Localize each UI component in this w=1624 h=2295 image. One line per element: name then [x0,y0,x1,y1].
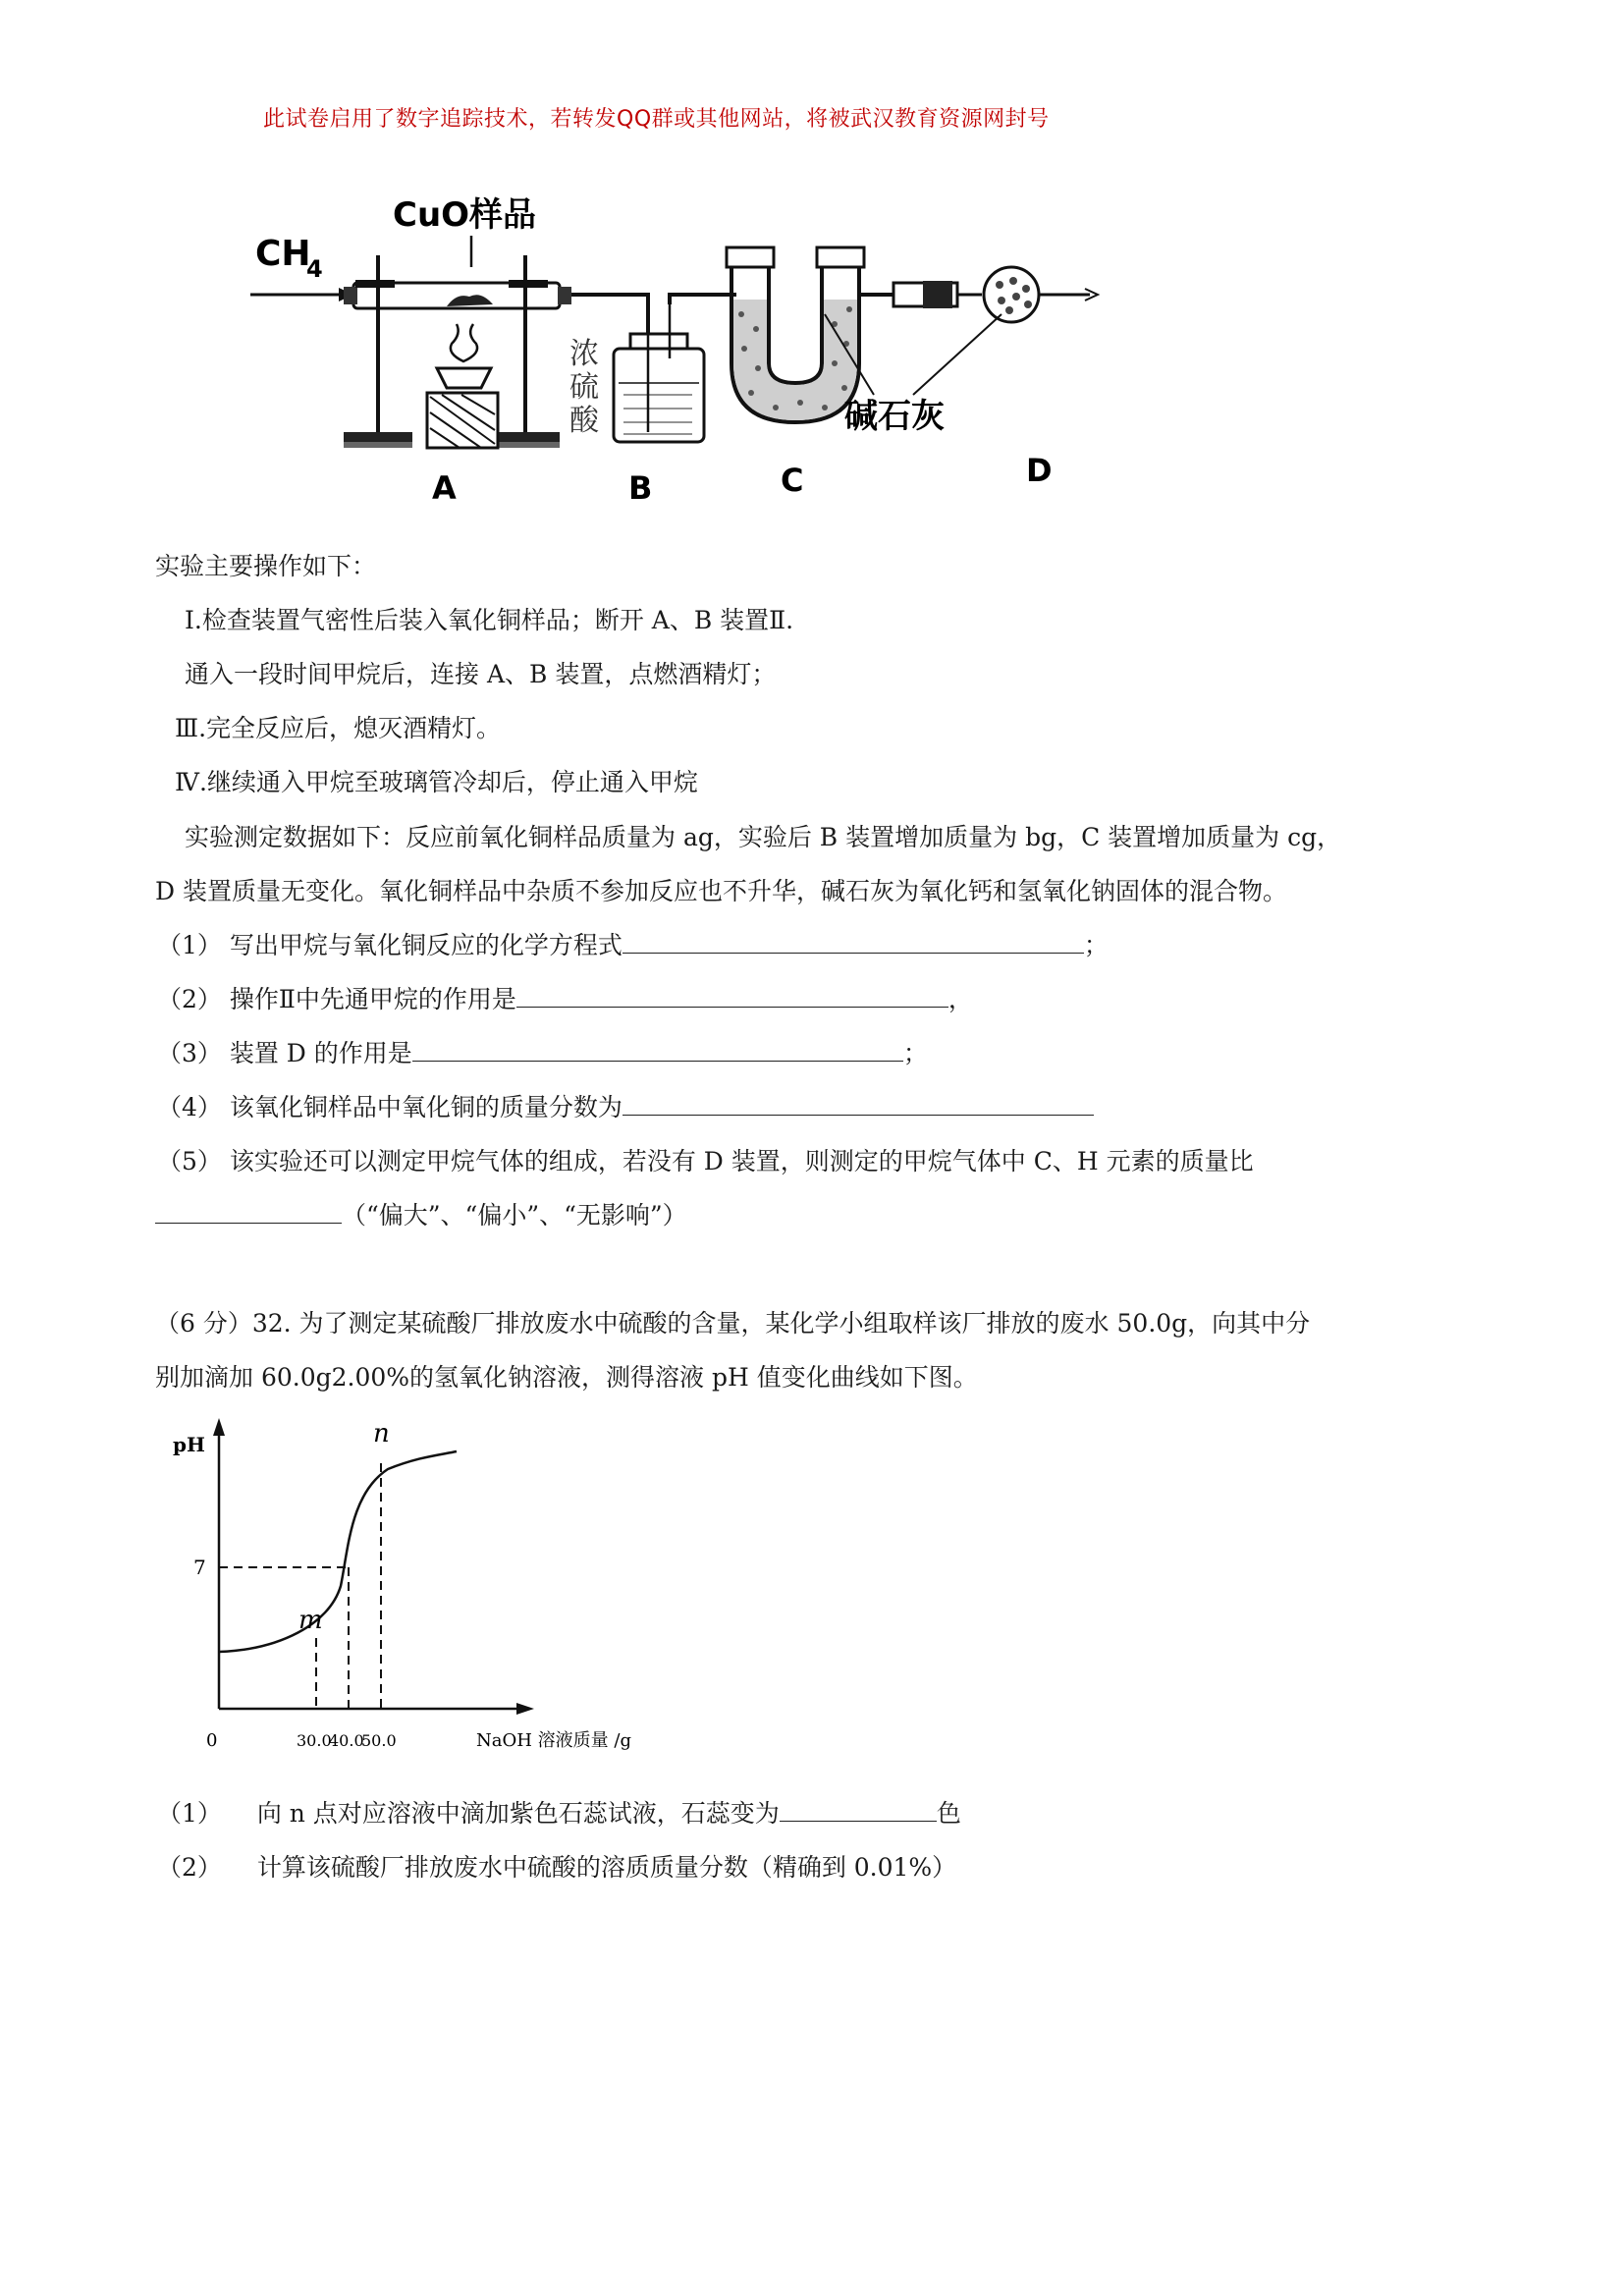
x-tick-label: 40.0 [329,1731,364,1750]
q31-question-5-answer [155,1199,687,1232]
x-axis-label: NaOH 溶液质量 /g [476,1730,631,1751]
q31-question-4 [157,1091,1094,1124]
question-number: （5） [157,1147,222,1175]
question-text: 计算该硫酸厂排放废水中硫酸的溶质质量分数（精确到 0.01%） [256,1853,957,1882]
x-tick-label: 50.0 [361,1731,397,1750]
question-end: 色 [936,1799,961,1828]
q5-options: （“偏大”、“偏小”、“无影响”） [342,1201,687,1229]
question-number: （2） [157,985,222,1013]
ph-curve-chart [157,1414,707,1768]
punctuation: ， [947,985,973,1013]
point-label-n: n [373,1419,390,1448]
q31-question-1 [157,929,1109,962]
question-text: 该实验还可以测定甲烷气体的组成，若没有 D 装置，则测定的甲烷气体中 C、H 元素的质量比 [229,1147,1254,1175]
y-axis-label: pH [173,1433,205,1456]
ch4-subscript: 4 [306,255,323,283]
label-d: D [1026,452,1053,489]
ch4-label: CH [255,234,311,274]
question-number: （3） [157,1039,222,1067]
ph-curve-line [219,1451,457,1652]
q32-line-1: （6 分）32. 为了测定某硫酸厂排放废水中硫酸的含量，某化学小组取样该厂排放的废水 50.0g，向其中分 [155,1309,1311,1338]
q31-data-line-1: 实验测定数据如下：反应前氧化铜样品质量为 ag，实验后 B 装置增加质量为 bg，C 装置增加质量为 cg， [185,823,1342,851]
answer-blank[interactable] [412,1037,903,1062]
q31-question-3 [157,1037,928,1070]
acid-label-2: 硫 [569,370,599,405]
q31-step-1: Ⅰ.检查装置气密性后装入氧化铜样品；断开 A、B 装置Ⅱ. [185,606,794,634]
answer-blank[interactable] [516,983,948,1008]
acid-label-3: 酸 [569,404,599,438]
soda-lime-label: 碱石灰 [844,397,945,436]
punctuation: ； [1083,931,1109,959]
q31-intro: 实验主要操作如下： [155,552,377,580]
question-text: 装置 D 的作用是 [229,1039,412,1067]
label-c: C [781,462,804,499]
q31-question-2 [157,983,973,1016]
y-axis-arrow [213,1418,225,1436]
punctuation: ； [902,1039,928,1067]
answer-blank[interactable] [780,1797,937,1822]
acid-label-1: 浓 [569,337,599,371]
tracking-banner: 此试卷启用了数字追踪技术，若转发QQ群或其他网站，将被武汉教育资源网封号 [263,107,1050,132]
q31-question-5 [157,1145,1254,1178]
answer-blank[interactable] [623,1091,1094,1116]
question-text: 操作Ⅱ中先通甲烷的作用是 [229,985,516,1013]
x-tick-label: 30.0 [297,1731,332,1750]
cuo-sample-label: CuO样品 [393,195,537,235]
q31-step-4: Ⅳ.继续通入甲烷至玻璃管冷却后，停止通入甲烷 [175,768,698,796]
question-text: 写出甲烷与氧化铜反应的化学方程式 [229,931,623,959]
question-text: 该氧化铜样品中氧化铜的质量分数为 [229,1093,623,1121]
question-number: （1） [157,931,222,959]
question-number: （1） [157,1799,222,1828]
x-axis-arrow [516,1703,534,1715]
question-number: （2） [157,1853,222,1882]
question-text: 向 n 点对应溶液中滴加紫色石蕊试液，石蕊变为 [256,1799,780,1828]
answer-blank[interactable] [155,1199,342,1224]
y-tick-label: 7 [193,1556,206,1579]
q32-sub-2 [157,1851,956,1885]
q32-sub-1 [157,1797,961,1831]
label-b: B [628,469,653,507]
apparatus-diagram [245,187,1110,511]
origin-label: 0 [206,1730,218,1751]
label-a: A [432,469,457,507]
answer-blank[interactable] [623,929,1084,954]
q31-step-3: Ⅲ.完全反应后，熄灭酒精灯。 [175,714,502,742]
q31-data-line-2: D 装置质量无变化。氧化铜样品中杂质不参加反应也不升华，碱石灰为氧化钙和氢氧化钠固体的混合物。 [155,877,1287,905]
q31-step-2: 通入一段时间甲烷后，连接 A、B 装置，点燃酒精灯； [185,660,777,688]
point-label-m: m [298,1606,323,1635]
question-number: （4） [157,1093,222,1121]
q32-line-2: 别加滴加 60.0g2.00%的氢氧化钠溶液，测得溶液 pH 值变化曲线如下图。 [155,1363,978,1392]
